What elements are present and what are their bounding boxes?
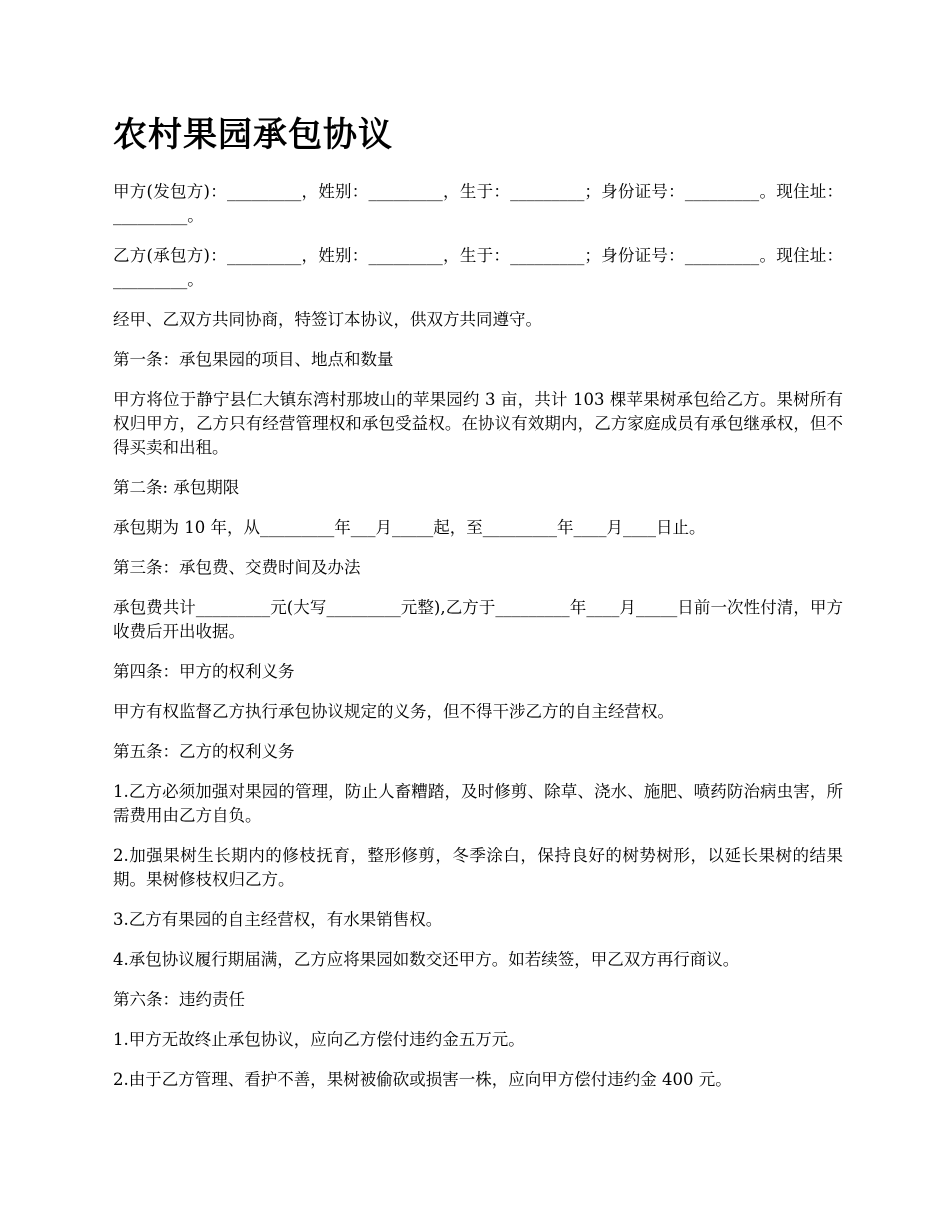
article-2-text: 承包期为 10 年，从_________年___月_____起，至_________年____月____日止。	[113, 518, 706, 537]
preamble: 经甲、乙双方共同协商，特签订本协议，供双方共同遵守。	[113, 310, 542, 329]
article-5-item-4: 4.承包协议履行期届满，乙方应将果园如数交还甲方。如若续签，甲乙双方再行商议。	[113, 950, 740, 969]
article-6-item-2: 2.由于乙方管理、看护不善，果树被偷砍或损害一株，应向甲方偿付违约金 400 元。	[113, 1070, 732, 1089]
party-a-info: 甲方(发包方)：_________，姓别：_________，生于：_________；身份证号：_________。现住址：_________。	[113, 182, 843, 225]
document-title: 农村果园承包协议	[113, 115, 393, 155]
article-5-heading: 第五条：乙方的权利义务	[113, 742, 295, 761]
article-6-item-1: 1.甲方无故终止承包协议，应向乙方偿付违约金五万元。	[113, 1030, 525, 1049]
article-4-heading: 第四条：甲方的权利义务	[113, 662, 295, 681]
article-5-item-3: 3.乙方有果园的自主经营权，有水果销售权。	[113, 910, 443, 929]
article-6-heading: 第六条：违约责任	[113, 990, 245, 1009]
article-4-text: 甲方有权监督乙方执行承包协议规定的义务，但不得干涉乙方的自主经营权。	[113, 702, 674, 721]
article-1-heading: 第一条：承包果园的项目、地点和数量	[113, 350, 394, 369]
article-5-item-1: 1.乙方必须加强对果园的管理，防止人畜糟踏，及时修剪、除草、浇水、施肥、喷药防治病虫害，所需费用由乙方自负。	[113, 782, 843, 825]
article-1-text: 甲方将位于静宁县仁大镇东湾村那坡山的苹果园约 3 亩，共计 103 棵苹果树承包给乙方。果树所有权归甲方，乙方只有经营管理权和承包受益权。在协议有效期内，乙方家庭成员有承包继承权，但不得买卖和出租。	[113, 390, 843, 457]
article-5-item-2: 2.加强果树生长期内的修枝抚育，整形修剪，冬季涂白，保持良好的树势树形，以延长果树的结果期。果树修枝权归乙方。	[113, 846, 843, 889]
document-body	[113, 112, 843, 1108]
party-b-info: 乙方(承包方)：_________，姓别：_________，生于：_________；身份证号：_________。现住址：_________。	[113, 246, 843, 289]
article-3-text: 承包费共计_________元(大写_________元整),乙方于_________年____月_____日前一次性付清，甲方收费后开出收据。	[113, 598, 843, 641]
article-3-heading: 第三条：承包费、交费时间及办法	[113, 558, 361, 577]
article-2-heading: 第二条: 承包期限	[113, 478, 240, 497]
